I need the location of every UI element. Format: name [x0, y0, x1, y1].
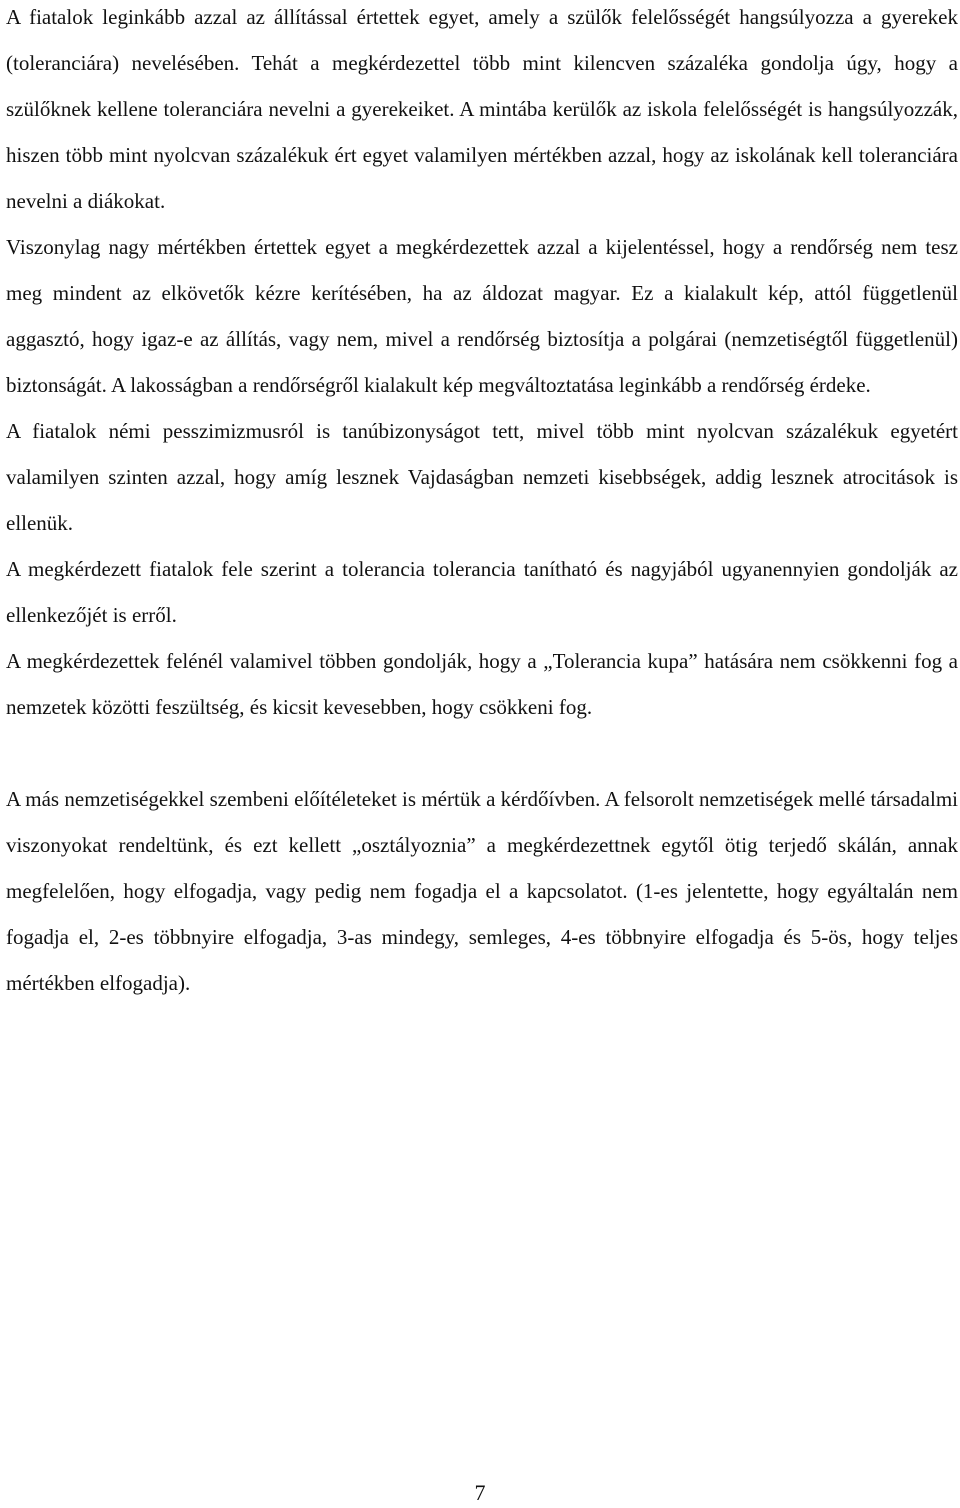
paragraph-prejudice-scale: A más nemzetiségekkel szembeni előítéleteket is mértük a kérdőívben. A felsorolt nemzetiségek mellé társadalmi viszonyokat rendeltünk, és ezt kellett „osztályoznia” a megkérdezettnek egytől ötig terjedő skálán, annak megfelelően, hogy elfogadja, vagy pedig nem fogadja el a kapcsolatot. (1-es jelentette, hogy egyáltalán nem fogadja el, 2-es többnyire elfogadja, 3-as mindegy, semleges, 4-es többnyire elfogadja és 5-ös, hogy teljes mértékben elfogadja).	[6, 787, 958, 995]
paragraph-teachability: A megkérdezett fiatalok fele szerint a tolerancia tolerancia tanítható és nagyjából ugyanennyien gondolják az ellenkezőjét is erről.	[6, 557, 958, 627]
paragraph-police-perception: Viszonylag nagy mértékben értettek egyet a megkérdezettek azzal a kijelentéssel, hogy a rendőrség nem tesz meg mindent az elkövetők kézre kerítésében, ha az áldozat magyar. Ez a kialakult kép, attól függetlenül aggasztó, hogy igaz-e az állítás, vagy nem, mivel a rendőrség biztosítja a polgárai (nemzetiségtől függetlenül) biztonságát. A lakosságban a rendőrségről kialakult kép megváltoztatása leginkább a rendőrség érdeke.	[6, 235, 958, 397]
paragraph-spacer	[6, 730, 958, 776]
paragraph-pessimism: A fiatalok némi pesszimizmusról is tanúbizonyságot tett, mivel több mint nyolcvan százalékuk egyetért valamilyen szinten azzal, hogy amíg lesznek Vajdaságban nemzeti kisebbségek, addig lesznek atrocitások is ellenük.	[6, 419, 958, 535]
paragraph-tolerance-cup: A megkérdezettek felénél valamivel többen gondolják, hogy a „Tolerancia kupa” hatására nem csökkenni fog a nemzetek közötti feszültség, és kicsit kevesebben, hogy csökkeni fog.	[6, 649, 958, 719]
page-number: 7	[474, 1480, 486, 1505]
paragraph-parental-responsibility: A fiatalok leginkább azzal az állítással értettek egyet, amely a szülők felelősségét hangsúlyozza a gyerekek (toleranciára) nevelésében. Tehát a megkérdezettel több mint kilencven százaléka gondolja úgy, hogy a szülőknek kellene toleranciára nevelni a gyerekeiket. A mintába kerülők az iskola felelősségét is hangsúlyozzák, hiszen több mint nyolcvan százalékuk ért egyet valamilyen mértékben azzal, hogy az iskolának kell toleranciára nevelni a diákokat.	[6, 5, 958, 213]
document-page	[6, 0, 958, 1006]
